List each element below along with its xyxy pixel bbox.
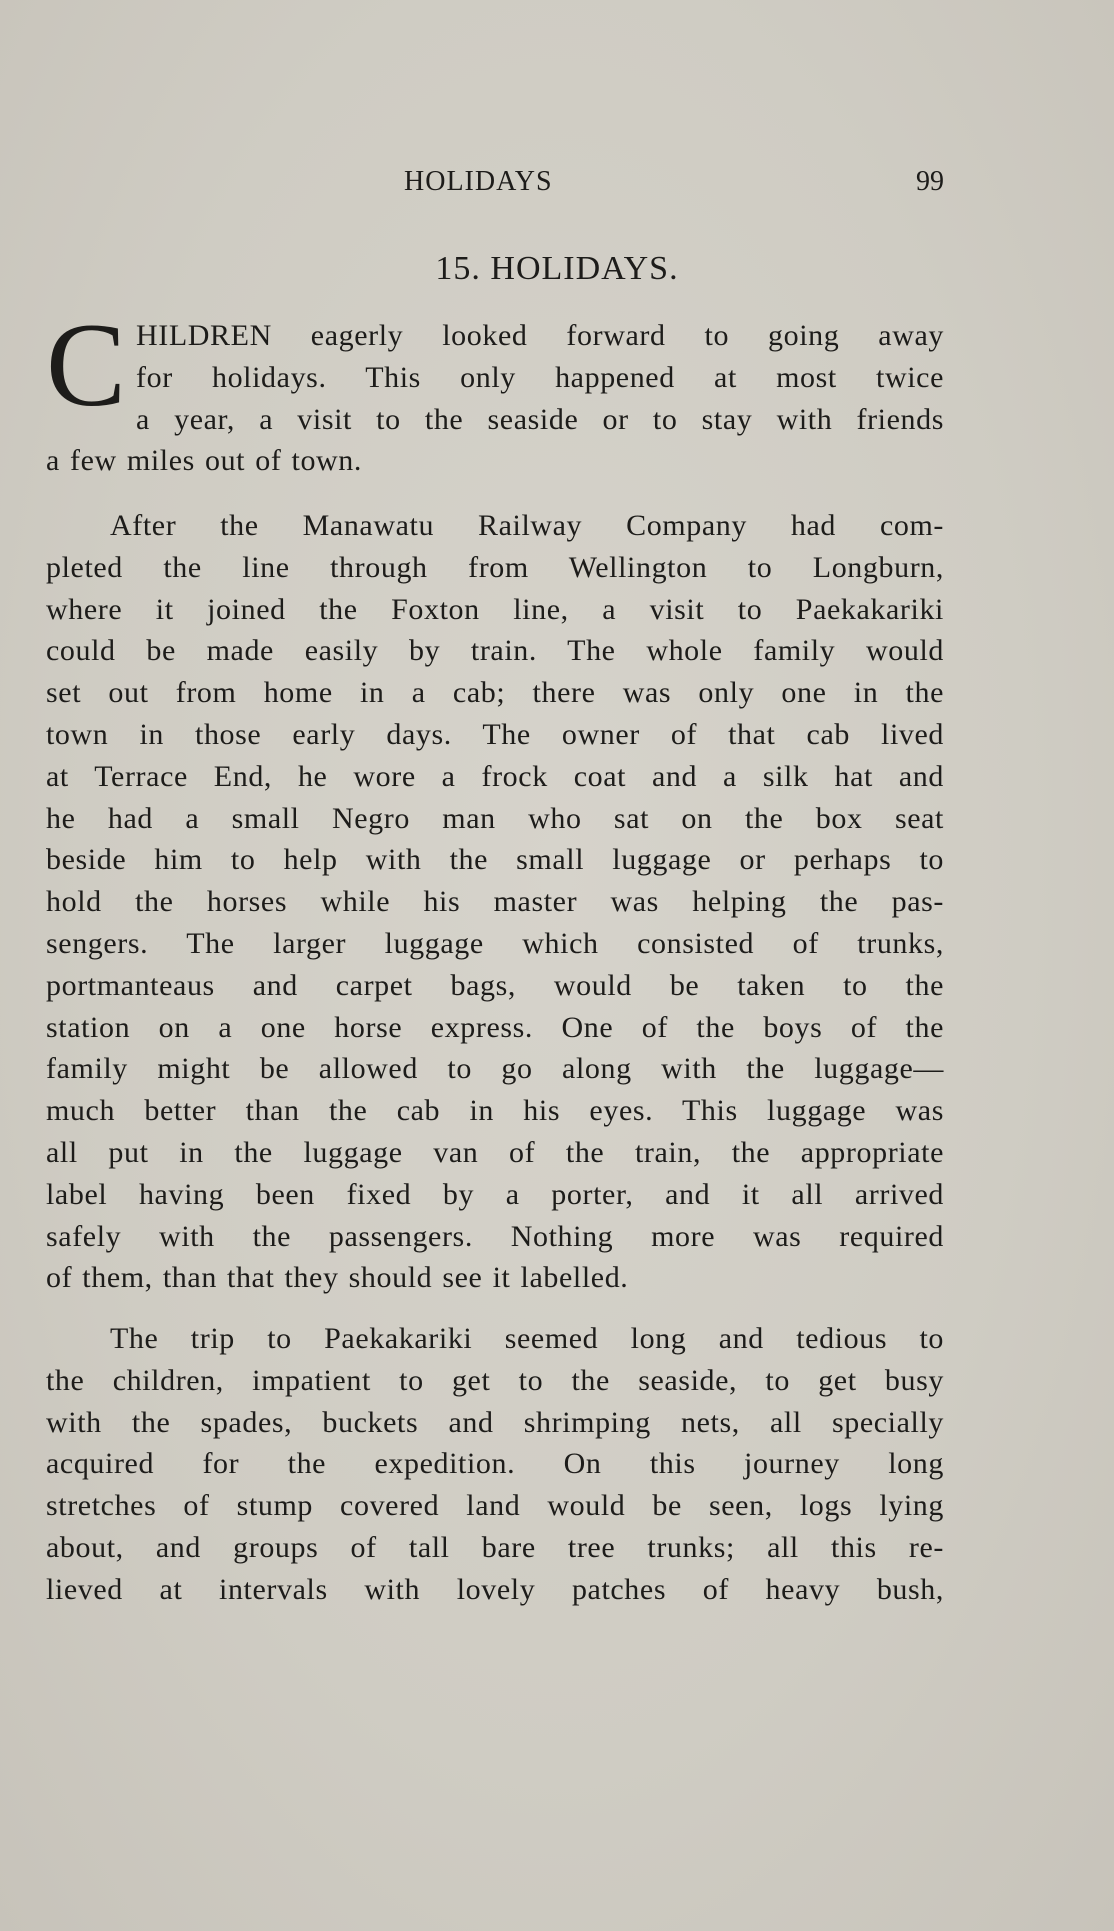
text-line: family might be allowed to go along with the luggage—: [46, 1052, 944, 1086]
text-line: beside him to help with the small luggage or perhaps to: [46, 843, 944, 877]
text-line: with the spades, buckets and shrimping nets, all specially: [46, 1405, 944, 1439]
text-line: lieved at intervals with lovely patches of heavy bush,: [46, 1572, 944, 1606]
text-line: The trip to Paekakariki seemed long and tedious to: [110, 1322, 944, 1355]
drop-cap: C: [46, 298, 127, 431]
text-line: hold the horses while his master was helping the pas-: [46, 885, 944, 919]
text-line: label having been fixed by a porter, and it all arrived: [46, 1177, 944, 1211]
text-line: at Terrace End, he wore a frock coat and a silk hat and: [46, 759, 944, 793]
paragraph-1: [46, 298, 944, 482]
chapter-title: 15. HOLIDAYS.: [435, 250, 679, 287]
text-line: safely with the passengers. Nothing more was required: [46, 1219, 944, 1253]
text-line: he had a small Negro man who sat on the box seat: [46, 801, 944, 835]
text-line: pleted the line through from Wellington to Longburn,: [46, 550, 944, 584]
text-line: could be made easily by train. The whole family would: [46, 634, 944, 668]
text-line: acquired for the expedition. On this journey long: [46, 1447, 944, 1481]
running-head: [46, 166, 944, 206]
text-line: town in those early days. The owner of that cab lived: [46, 717, 944, 751]
running-title: HOLIDAYS: [404, 166, 553, 197]
text-line: the children, impatient to get to the seaside, to get busy: [46, 1363, 944, 1397]
text-line: After the Manawatu Railway Company had com-: [110, 509, 944, 542]
paragraph-2: [46, 505, 944, 1299]
text-line: a year, a visit to the seaside or to stay with friends: [136, 402, 944, 436]
text-line: a few miles out of town.: [46, 444, 363, 478]
text-line: all put in the luggage van of the train, the appropriate: [46, 1135, 944, 1169]
page-number: 99: [916, 166, 944, 197]
text-line: about, and groups of tall bare tree trunks; all this re-: [46, 1530, 944, 1564]
text-line: stretches of stump covered land would be seen, logs lying: [46, 1489, 944, 1523]
text-line: where it joined the Foxton line, a visit to Paekakariki: [46, 592, 944, 626]
text-line: portmanteaus and carpet bags, would be taken to the: [46, 968, 944, 1002]
paragraph-3: [46, 1318, 944, 1611]
text-line: for holidays. This only happened at most twice: [136, 360, 944, 394]
text-line: station on a one horse express. One of the boys of the: [46, 1010, 944, 1044]
text-line: much better than the cab in his eyes. This luggage was: [46, 1094, 944, 1128]
text-line: sengers. The larger luggage which consisted of trunks,: [46, 926, 944, 960]
text-line: HILDREN eagerly looked forward to going away: [136, 319, 944, 352]
text-line: of them, than that they should see it labelled.: [46, 1261, 629, 1295]
text-line: set out from home in a cab; there was only one in the: [46, 676, 944, 710]
